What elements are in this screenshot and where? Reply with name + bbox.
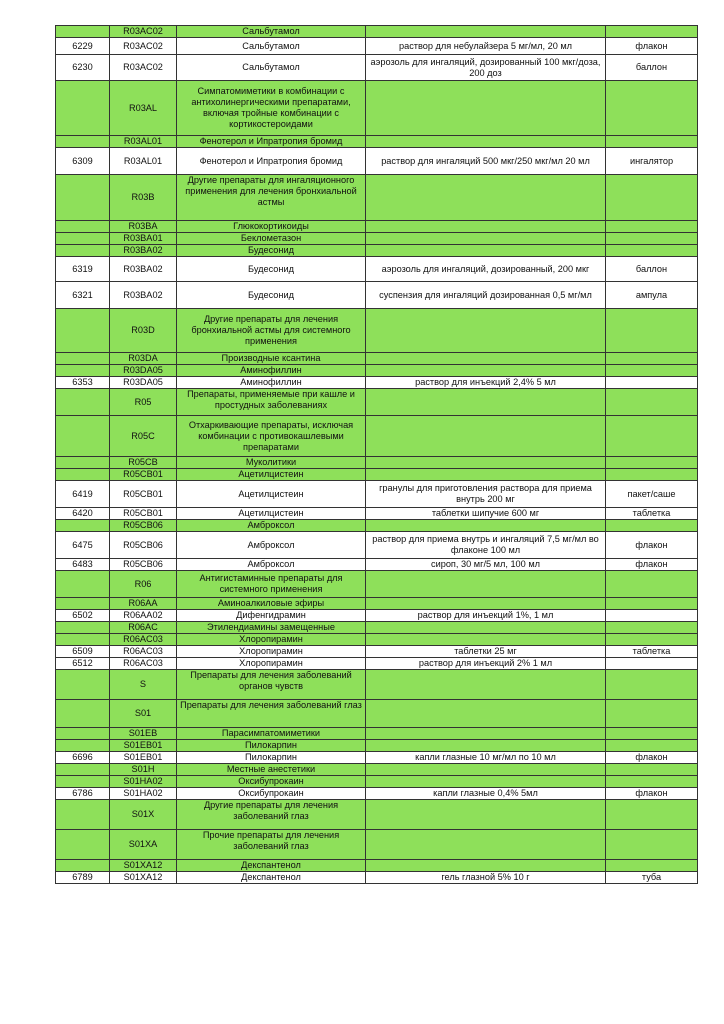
table-row (56, 622, 698, 634)
cell-name: Ацетилцистеин (177, 508, 366, 520)
cell-name: Этилендиамины замещенные (177, 622, 366, 634)
cell-code: S01 (110, 700, 177, 728)
table-row (56, 571, 698, 598)
cell-pack: таблетка (606, 646, 698, 658)
cell-form (366, 571, 606, 598)
cell-code: S01XA12 (110, 872, 177, 884)
table-row (56, 860, 698, 872)
cell-num (56, 700, 110, 728)
cell-pack (606, 728, 698, 740)
table-row (56, 830, 698, 860)
table-row (56, 416, 698, 457)
cell-name: Амброксол (177, 532, 366, 559)
cell-form (366, 457, 606, 469)
table-row (56, 353, 698, 365)
cell-pack (606, 353, 698, 365)
cell-num: 6509 (56, 646, 110, 658)
cell-form (366, 860, 606, 872)
cell-code: R03AC02 (110, 55, 177, 81)
cell-code: R03AL01 (110, 148, 177, 175)
cell-pack (606, 622, 698, 634)
cell-pack (606, 233, 698, 245)
cell-form (366, 353, 606, 365)
cell-pack (606, 520, 698, 532)
cell-form (366, 175, 606, 221)
cell-num (56, 670, 110, 700)
cell-name: Препараты для лечения заболеваний органов чувств (177, 670, 366, 700)
cell-pack (606, 571, 698, 598)
cell-pack (606, 598, 698, 610)
cell-num (56, 571, 110, 598)
cell-num: 6475 (56, 532, 110, 559)
cell-code: R05CB06 (110, 559, 177, 571)
cell-num (56, 245, 110, 257)
cell-name: Хлоропирамин (177, 634, 366, 646)
table-row (56, 257, 698, 282)
cell-form (366, 26, 606, 38)
cell-form (366, 365, 606, 377)
cell-num (56, 175, 110, 221)
cell-form (366, 634, 606, 646)
cell-name: Другие препараты для лечения бронхиальной астмы для системного применения (177, 309, 366, 353)
cell-name: Будесонид (177, 245, 366, 257)
cell-pack (606, 457, 698, 469)
cell-name: Симпатомиметики в комбинации с антихолинергическими препаратами, включая тройные комбинации с кортикостероидами (177, 81, 366, 136)
cell-name: Фенотерол и Ипратропия бромид (177, 136, 366, 148)
cell-pack (606, 860, 698, 872)
table-row (56, 175, 698, 221)
cell-form: сироп, 30 мг/5 мл, 100 мл (366, 559, 606, 571)
cell-num (56, 622, 110, 634)
cell-name: Аминофиллин (177, 365, 366, 377)
cell-name: Оксибупрокаин (177, 776, 366, 788)
cell-num (56, 764, 110, 776)
cell-pack: флакон (606, 559, 698, 571)
table-row (56, 520, 698, 532)
cell-pack (606, 764, 698, 776)
cell-code: S01X (110, 800, 177, 830)
cell-code: R05 (110, 389, 177, 416)
cell-pack (606, 136, 698, 148)
cell-pack (606, 377, 698, 389)
drug-list-table (55, 25, 698, 884)
cell-pack (606, 469, 698, 481)
cell-pack (606, 365, 698, 377)
cell-pack (606, 610, 698, 622)
cell-name: Отхаркивающие препараты, исключая комбинации с противокашлевыми препаратами (177, 416, 366, 457)
cell-num: 6786 (56, 788, 110, 800)
table-row (56, 81, 698, 136)
cell-form: раствор для ингаляций 500 мкг/250 мкг/мл 20 мл (366, 148, 606, 175)
cell-code: R03DA05 (110, 365, 177, 377)
table-row (56, 221, 698, 233)
cell-pack: ингалятор (606, 148, 698, 175)
cell-code: S01EB (110, 728, 177, 740)
table-row (56, 610, 698, 622)
cell-name: Прочие препараты для лечения заболеваний глаз (177, 830, 366, 860)
table-row (56, 532, 698, 559)
cell-form (366, 728, 606, 740)
cell-name: Препараты для лечения заболеваний глаз (177, 700, 366, 728)
cell-form (366, 622, 606, 634)
cell-form: таблетки шипучие 600 мг (366, 508, 606, 520)
cell-num: 6309 (56, 148, 110, 175)
cell-code: R03AL (110, 81, 177, 136)
table-row (56, 148, 698, 175)
table-row (56, 646, 698, 658)
cell-name: Амброксол (177, 520, 366, 532)
cell-form (366, 389, 606, 416)
table-row (56, 740, 698, 752)
cell-form (366, 740, 606, 752)
cell-name: Дифенгидрамин (177, 610, 366, 622)
cell-form (366, 520, 606, 532)
cell-pack: таблетка (606, 508, 698, 520)
cell-pack (606, 634, 698, 646)
cell-num: 6502 (56, 610, 110, 622)
cell-num (56, 776, 110, 788)
table-row (56, 776, 698, 788)
cell-num (56, 365, 110, 377)
cell-name: Декспантенол (177, 860, 366, 872)
cell-form (366, 136, 606, 148)
table-row (56, 700, 698, 728)
cell-code: R03D (110, 309, 177, 353)
cell-form: капли глазные 0,4% 5мл (366, 788, 606, 800)
cell-code: S01XA12 (110, 860, 177, 872)
cell-num (56, 740, 110, 752)
cell-form (366, 830, 606, 860)
cell-code: R03BA01 (110, 233, 177, 245)
cell-form: гранулы для приготовления раствора для приема внутрь 200 мг (366, 481, 606, 508)
cell-form (366, 700, 606, 728)
cell-num: 6229 (56, 38, 110, 55)
table-row (56, 55, 698, 81)
table-row (56, 377, 698, 389)
cell-code: S01XA (110, 830, 177, 860)
cell-code: R03BA02 (110, 282, 177, 309)
cell-form (366, 221, 606, 233)
cell-name: Парасимпатомиметики (177, 728, 366, 740)
cell-name: Антигистаминные препараты для системного применения (177, 571, 366, 598)
cell-num (56, 221, 110, 233)
cell-form (366, 233, 606, 245)
cell-pack (606, 245, 698, 257)
cell-name: Фенотерол и Ипратропия бромид (177, 148, 366, 175)
cell-pack (606, 175, 698, 221)
cell-name: Сальбутамол (177, 26, 366, 38)
cell-num: 6230 (56, 55, 110, 81)
cell-code: S01EB01 (110, 740, 177, 752)
cell-name: Производные ксантина (177, 353, 366, 365)
cell-name: Препараты, применяемые при кашле и простудных заболеваниях (177, 389, 366, 416)
cell-code: R03B (110, 175, 177, 221)
cell-form (366, 800, 606, 830)
cell-name: Муколитики (177, 457, 366, 469)
cell-pack (606, 670, 698, 700)
cell-code: R06AC (110, 622, 177, 634)
cell-form: суспензия для ингаляций дозированная 0,5 мг/мл (366, 282, 606, 309)
cell-code: R06 (110, 571, 177, 598)
cell-form (366, 764, 606, 776)
table-row (56, 598, 698, 610)
table-row (56, 38, 698, 55)
cell-pack: баллон (606, 257, 698, 282)
cell-pack (606, 700, 698, 728)
cell-name: Беклометазон (177, 233, 366, 245)
cell-pack: пакет/саше (606, 481, 698, 508)
cell-code: R05C (110, 416, 177, 457)
cell-pack (606, 221, 698, 233)
cell-code: R05CB01 (110, 508, 177, 520)
cell-code: R03BA02 (110, 257, 177, 282)
table-row (56, 788, 698, 800)
cell-num (56, 800, 110, 830)
cell-form (366, 245, 606, 257)
cell-num (56, 416, 110, 457)
cell-name: Другие препараты для лечения заболеваний глаз (177, 800, 366, 830)
cell-form (366, 670, 606, 700)
cell-code: S01EB01 (110, 752, 177, 764)
cell-num (56, 457, 110, 469)
table-row (56, 26, 698, 38)
table-row (56, 245, 698, 257)
cell-num (56, 389, 110, 416)
cell-name: Местные анестетики (177, 764, 366, 776)
cell-name: Пилокарпин (177, 752, 366, 764)
cell-pack (606, 740, 698, 752)
cell-form: гель глазной 5% 10 г (366, 872, 606, 884)
table-row (56, 457, 698, 469)
table-row (56, 233, 698, 245)
cell-code: R06AC03 (110, 646, 177, 658)
cell-num: 6419 (56, 481, 110, 508)
table-row (56, 872, 698, 884)
table-row (56, 136, 698, 148)
cell-name: Будесонид (177, 282, 366, 309)
cell-name: Хлоропирамин (177, 658, 366, 670)
cell-num: 6512 (56, 658, 110, 670)
cell-name: Сальбутамол (177, 38, 366, 55)
table-row (56, 508, 698, 520)
cell-num (56, 520, 110, 532)
cell-pack: баллон (606, 55, 698, 81)
table-row (56, 658, 698, 670)
cell-name: Другие препараты для ингаляционного применения для лечения бронхиальной астмы (177, 175, 366, 221)
table-row (56, 764, 698, 776)
cell-num: 6420 (56, 508, 110, 520)
cell-form: таблетки 25 мг (366, 646, 606, 658)
cell-code: R06AA (110, 598, 177, 610)
cell-name: Хлоропирамин (177, 646, 366, 658)
cell-code: R05CB01 (110, 481, 177, 508)
cell-pack: флакон (606, 532, 698, 559)
cell-name: Ацетилцистеин (177, 469, 366, 481)
cell-form (366, 416, 606, 457)
cell-pack (606, 800, 698, 830)
cell-code: R05CB06 (110, 532, 177, 559)
cell-code: S01H (110, 764, 177, 776)
cell-pack (606, 830, 698, 860)
table-row (56, 389, 698, 416)
cell-name: Сальбутамол (177, 55, 366, 81)
table-row (56, 282, 698, 309)
cell-num (56, 598, 110, 610)
cell-pack: флакон (606, 38, 698, 55)
cell-form (366, 776, 606, 788)
table-row (56, 481, 698, 508)
table-row (56, 728, 698, 740)
cell-num: 6789 (56, 872, 110, 884)
table-row (56, 365, 698, 377)
cell-num (56, 469, 110, 481)
cell-form: раствор для инъекций 1%, 1 мл (366, 610, 606, 622)
cell-pack: флакон (606, 752, 698, 764)
cell-form (366, 598, 606, 610)
cell-form (366, 309, 606, 353)
cell-name: Амброксол (177, 559, 366, 571)
cell-pack (606, 26, 698, 38)
cell-num: 6353 (56, 377, 110, 389)
cell-form: аэрозоль для ингаляций, дозированный, 200 мкг (366, 257, 606, 282)
cell-pack (606, 389, 698, 416)
cell-num (56, 634, 110, 646)
cell-code: R05CB (110, 457, 177, 469)
cell-pack: туба (606, 872, 698, 884)
cell-num (56, 26, 110, 38)
cell-name: Аминоалкиловые эфиры (177, 598, 366, 610)
cell-name: Будесонид (177, 257, 366, 282)
cell-pack (606, 658, 698, 670)
cell-code: R06AC03 (110, 658, 177, 670)
cell-num (56, 353, 110, 365)
cell-code: R06AA02 (110, 610, 177, 622)
cell-name: Пилокарпин (177, 740, 366, 752)
table-row (56, 634, 698, 646)
cell-code: R05CB01 (110, 469, 177, 481)
cell-name: Ацетилцистеин (177, 481, 366, 508)
cell-form (366, 81, 606, 136)
cell-num (56, 830, 110, 860)
cell-form: раствор для инъекций 2,4% 5 мл (366, 377, 606, 389)
cell-code: S01HA02 (110, 788, 177, 800)
cell-pack (606, 309, 698, 353)
cell-code: R03AL01 (110, 136, 177, 148)
cell-name: Аминофиллин (177, 377, 366, 389)
table-row (56, 752, 698, 764)
cell-form (366, 469, 606, 481)
cell-name: Глюкокортикоиды (177, 221, 366, 233)
cell-code: R03DA05 (110, 377, 177, 389)
cell-code: R03AC02 (110, 26, 177, 38)
cell-pack (606, 416, 698, 457)
cell-num: 6696 (56, 752, 110, 764)
cell-pack (606, 81, 698, 136)
cell-num (56, 860, 110, 872)
cell-code: S (110, 670, 177, 700)
cell-num: 6319 (56, 257, 110, 282)
cell-pack: флакон (606, 788, 698, 800)
cell-code: R03BA (110, 221, 177, 233)
table-row (56, 559, 698, 571)
table-row (56, 800, 698, 830)
cell-form: раствор для инъекций 2% 1 мл (366, 658, 606, 670)
cell-num: 6483 (56, 559, 110, 571)
cell-code: R06AC03 (110, 634, 177, 646)
cell-form: раствор для приема внутрь и ингаляций 7,5 мг/мл во флаконе 100 мл (366, 532, 606, 559)
table-row (56, 670, 698, 700)
cell-pack (606, 776, 698, 788)
cell-num: 6321 (56, 282, 110, 309)
cell-code: S01HA02 (110, 776, 177, 788)
cell-num (56, 81, 110, 136)
cell-code: R03BA02 (110, 245, 177, 257)
cell-num (56, 136, 110, 148)
cell-code: R03AC02 (110, 38, 177, 55)
cell-code: R05CB06 (110, 520, 177, 532)
cell-form: капли глазные 10 мг/мл по 10 мл (366, 752, 606, 764)
table-row (56, 469, 698, 481)
cell-num (56, 233, 110, 245)
table-row (56, 309, 698, 353)
cell-name: Декспантенол (177, 872, 366, 884)
cell-pack: ампула (606, 282, 698, 309)
cell-form: раствор для небулайзера 5 мг/мл, 20 мл (366, 38, 606, 55)
cell-code: R03DA (110, 353, 177, 365)
cell-num (56, 309, 110, 353)
cell-form: аэрозоль для ингаляций, дозированный 100 мкг/доза, 200 доз (366, 55, 606, 81)
cell-num (56, 728, 110, 740)
cell-name: Оксибупрокаин (177, 788, 366, 800)
